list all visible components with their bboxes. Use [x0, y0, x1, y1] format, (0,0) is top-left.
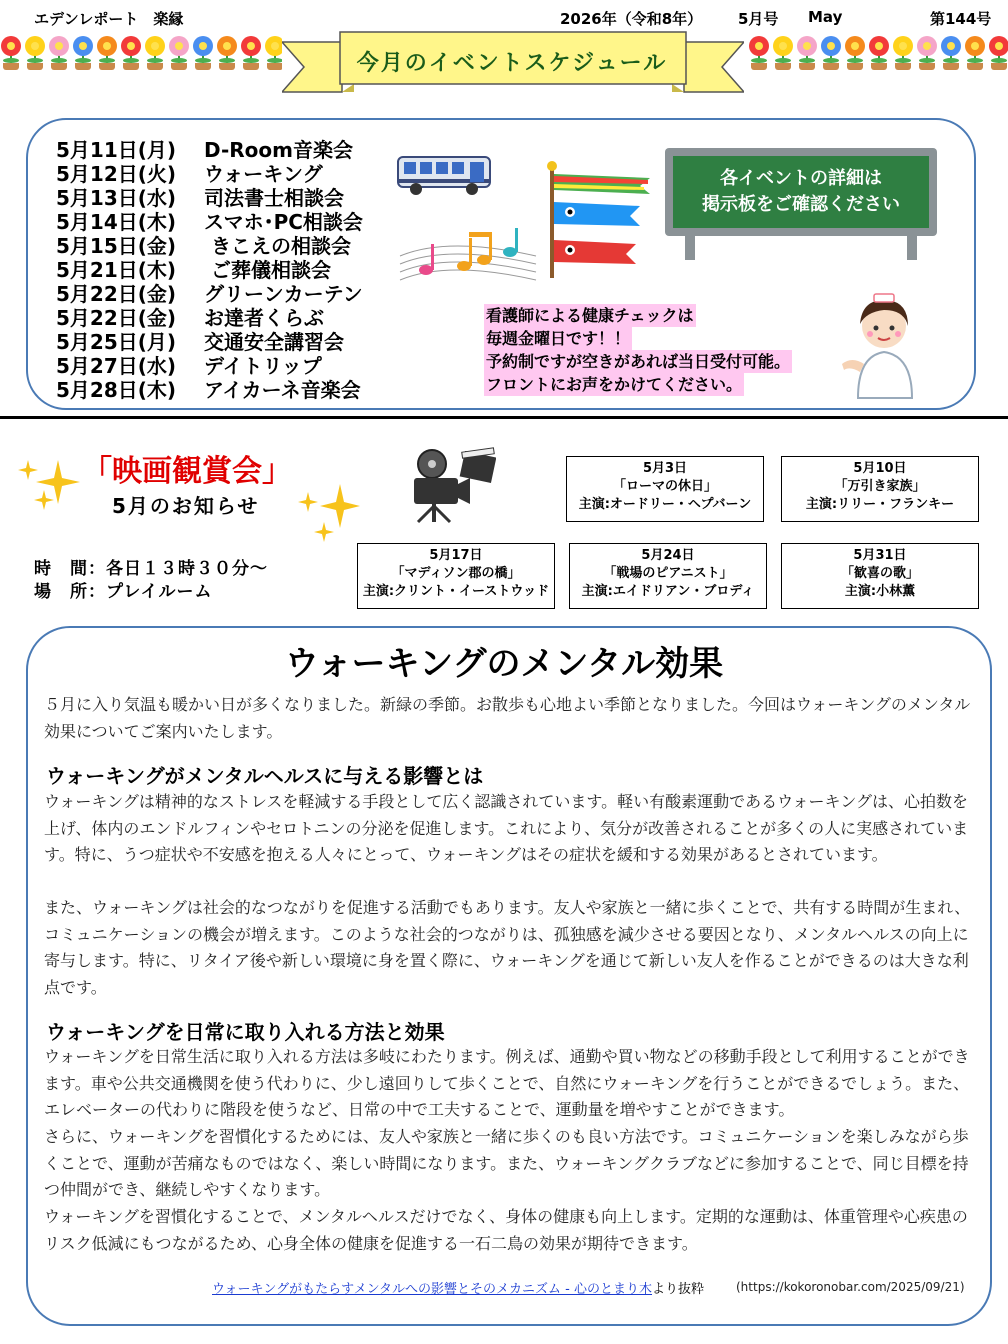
article-title: ウォーキングのメンタル効果: [284, 644, 724, 684]
film-date: 5月31日: [853, 548, 907, 563]
schedule-date: 5月27日(水): [56, 354, 177, 378]
film-date: 5月17日: [429, 548, 483, 563]
schedule-date: 5月12日(火): [56, 162, 177, 186]
film-cast: 主演:エイドリアン・ブロディ: [581, 584, 755, 599]
bus-icon: [396, 155, 492, 201]
flower-icon: [168, 34, 190, 70]
movie-time-info: 時 間：各日１３時３０分～: [34, 559, 268, 579]
section1-paragraph: ウォーキングは精神的なストレスを軽減する手段として広く認識されています。軽い有酸素運動であるウォーキングは、心拍数を上げ、体内のエンドルフィンやセロトニンの分泌を促進します。これにより、気分が改善されることが多くの人に実感されています。特に、うつ症状や不安感を抱える人々にとって、ウォーキングはその症状を緩和する効果があるとされています。: [44, 792, 969, 864]
flower-icon: [240, 34, 262, 70]
flower-icon: [216, 34, 238, 70]
flower-icon: [96, 34, 118, 70]
section-divider: [0, 416, 1008, 419]
schedule-event-name: ご葬儀相談会: [204, 258, 331, 282]
issue-year: 2026年（令和8年）: [560, 10, 703, 28]
section2-paragraph: ウォーキングを習慣化することで、メンタルヘルスだけでなく、身体の健康も向上します。定期的な運動は、体重管理や心疾患のリスク低減にもつながるため、心身全体の健康を促進する一石二鳥の効果が期待できます。: [44, 1207, 968, 1253]
schedule-event-name: デイトリップ: [204, 354, 322, 378]
film-card: [781, 543, 979, 609]
notice-board-line2: 掲示板をご確認ください: [702, 194, 900, 215]
flower-icon: [868, 34, 890, 70]
schedule-list: [56, 138, 386, 402]
schedule-event-name: グリーンカーテン: [204, 282, 363, 306]
issue-month-en: May: [808, 8, 843, 26]
flower-icon: [264, 34, 282, 70]
sparkle-icon: [296, 478, 360, 548]
film-title: 「万引き家族」: [834, 479, 926, 494]
article-intro: ５月に入り気温も暖かい日が多くなりました。新緑の季節。お散歩も心地よい季節となりました。今回はウォーキングのメンタル効果についてご案内いたします。: [44, 695, 971, 741]
issue-month: 5月号: [738, 10, 779, 28]
flower-icon: [940, 34, 962, 70]
music-notes-icon: [398, 226, 538, 300]
nurse-health-check-notice: [484, 304, 792, 396]
schedule-date: 5月13日(水): [56, 186, 177, 210]
film-title: 「戦場のピアニスト」: [603, 566, 733, 581]
source-link[interactable]: ウォーキングがもたらすメンタルへの影響とそのメカニズム - 心のとまり木: [212, 1282, 653, 1297]
film-cast: 主演:リリー・フランキー: [805, 497, 955, 512]
film-title: 「マディソン郡の橋」: [391, 566, 521, 581]
schedule-item: [56, 258, 386, 282]
schedule-date: 5月21日(木): [56, 258, 177, 282]
schedule-date: 5月15日(金): [56, 234, 177, 258]
schedule-item: [56, 330, 386, 354]
banner-title: 今月のイベントスケジュール: [356, 51, 668, 76]
section1-paragraph: また、ウォーキングは社会的なつながりを促進する活動でもあります。友人や家族と一緒に歩くことで、共有する時間が生まれ、コミュニケーションの機会が増えます。このような社会的つながりは、孤独感を減少させる要因となり、メンタルヘルスの向上に寄与します。特に、リタイア後や新しい環境に身を置く際に、ウォーキングを通じて新しい友人を作ることができるのは大きな利点です。: [44, 898, 971, 997]
flower-row-left-decoration: [0, 34, 282, 70]
flower-icon: [892, 34, 914, 70]
schedule-item: [56, 138, 386, 162]
section2-paragraph: さらに、ウォーキングを習慣化するためには、友人や家族と一緒に歩くのも良い方法です。コミュニケーションを楽しみながら歩くことで、運動が苦痛なものではなく、楽しい時間になります。また、ウォーキングクラブなどに参加することで、同じ目標を持つ仲間ができ、継続しやすくなります。: [44, 1127, 969, 1199]
section2-heading: ウォーキングを日常に取り入れる方法と効果: [46, 1020, 445, 1044]
koinobori-carp-streamer-icon: [540, 160, 656, 284]
schedule-event-name: きこえの相談会: [204, 234, 351, 258]
schedule-event-name: ウォーキング: [204, 162, 323, 186]
nurse-notice-line: 予約制ですが空きがあれば当日受付可能。: [486, 352, 791, 371]
schedule-event-name: スマホ･PC相談会: [204, 210, 363, 234]
schedule-event-name: 交通安全講習会: [204, 330, 344, 354]
source-url: (https://kokoronobar.com/2025/09/21): [736, 1280, 965, 1294]
schedule-event-name: アイカーネ音楽会: [204, 378, 361, 402]
flower-icon: [120, 34, 142, 70]
flower-icon: [144, 34, 166, 70]
flower-icon: [820, 34, 842, 70]
flower-icon: [796, 34, 818, 70]
publisher-name: エデンレポート 楽縁: [34, 10, 184, 28]
movie-place-info: 場 所：プレイルーム: [34, 582, 213, 602]
schedule-date: 5月25日(月): [56, 330, 177, 354]
schedule-date: 5月22日(金): [56, 306, 177, 330]
schedule-item: [56, 282, 386, 306]
movie-event-title: 「映画観賞会」: [82, 454, 292, 489]
flower-icon: [48, 34, 70, 70]
film-title: 「ローマの休日」: [612, 479, 717, 494]
flower-icon: [844, 34, 866, 70]
film-card: [357, 543, 555, 609]
issue-number: 第144号: [930, 10, 992, 28]
notice-board-leg-left: [685, 236, 695, 260]
sparkle-icon: [18, 456, 88, 516]
film-card: [781, 456, 979, 522]
nurse-notice-line: フロントにお声をかけてください。: [486, 375, 743, 394]
source-suffix: より抜粋: [652, 1282, 705, 1297]
movie-event-subtitle: 5月のお知らせ: [112, 494, 260, 518]
schedule-date: 5月11日(月): [56, 138, 177, 162]
film-cast: 主演:オードリー・ヘプバーン: [578, 497, 752, 512]
notice-board-line1: 各イベントの詳細は: [720, 168, 882, 189]
film-cast: 主演:小林薫: [844, 584, 916, 599]
schedule-item: [56, 378, 386, 402]
flower-row-right-decoration: [748, 34, 1008, 70]
film-card: [569, 543, 767, 609]
schedule-date: 5月22日(金): [56, 282, 177, 306]
film-title: 「歓喜の歌」: [840, 566, 919, 581]
schedule-item: [56, 162, 386, 186]
notice-board: [665, 148, 937, 260]
flower-icon: [748, 34, 770, 70]
flower-icon: [916, 34, 938, 70]
source-credit: [212, 1278, 704, 1297]
section1-heading: ウォーキングがメンタルヘルスに与える影響とは: [46, 764, 484, 788]
event-schedule-banner: [282, 28, 744, 98]
film-cast: 主演:クリント・イーストウッド: [362, 584, 550, 599]
schedule-date: 5月28日(木): [56, 378, 177, 402]
schedule-item: [56, 210, 386, 234]
schedule-item: [56, 306, 386, 330]
notice-board-text: [673, 166, 929, 218]
schedule-event-name: 司法書士相談会: [204, 186, 344, 210]
section2-paragraph: ウォーキングを日常生活に取り入れる方法は多岐にわたります。例えば、通勤や買い物などの移動手段として利用することができます。車や公共交通機関を使う代わりに、少し遠回りして歩くことで、自然にウォーキングを行うことができるでしょう。また、エレベーターの代わりに階段を使うなど、日常の中で工夫することで、運動量を増やすことができます。: [44, 1047, 970, 1119]
flower-icon: [0, 34, 22, 70]
schedule-date: 5月14日(木): [56, 210, 177, 234]
notice-board-leg-right: [907, 236, 917, 260]
film-date: 5月24日: [641, 548, 695, 563]
flower-icon: [988, 34, 1008, 70]
schedule-item: [56, 186, 386, 210]
flower-icon: [192, 34, 214, 70]
schedule-event-name: お達者くらぶ: [204, 306, 324, 330]
flower-icon: [964, 34, 986, 70]
film-card: [566, 456, 764, 522]
schedule-event-name: D-Room音楽会: [204, 138, 353, 162]
flower-icon: [772, 34, 794, 70]
nurse-notice-line: 看護師による健康チェックは: [486, 306, 694, 325]
nurse-illustration-icon: [838, 290, 930, 404]
flower-icon: [24, 34, 46, 70]
schedule-item: [56, 354, 386, 378]
film-date: 5月3日: [642, 461, 688, 476]
film-date: 5月10日: [853, 461, 907, 476]
nurse-notice-line: 毎週金曜日です！！: [486, 329, 631, 348]
film-camera-icon: [404, 446, 496, 528]
flower-icon: [72, 34, 94, 70]
schedule-item: [56, 234, 386, 258]
